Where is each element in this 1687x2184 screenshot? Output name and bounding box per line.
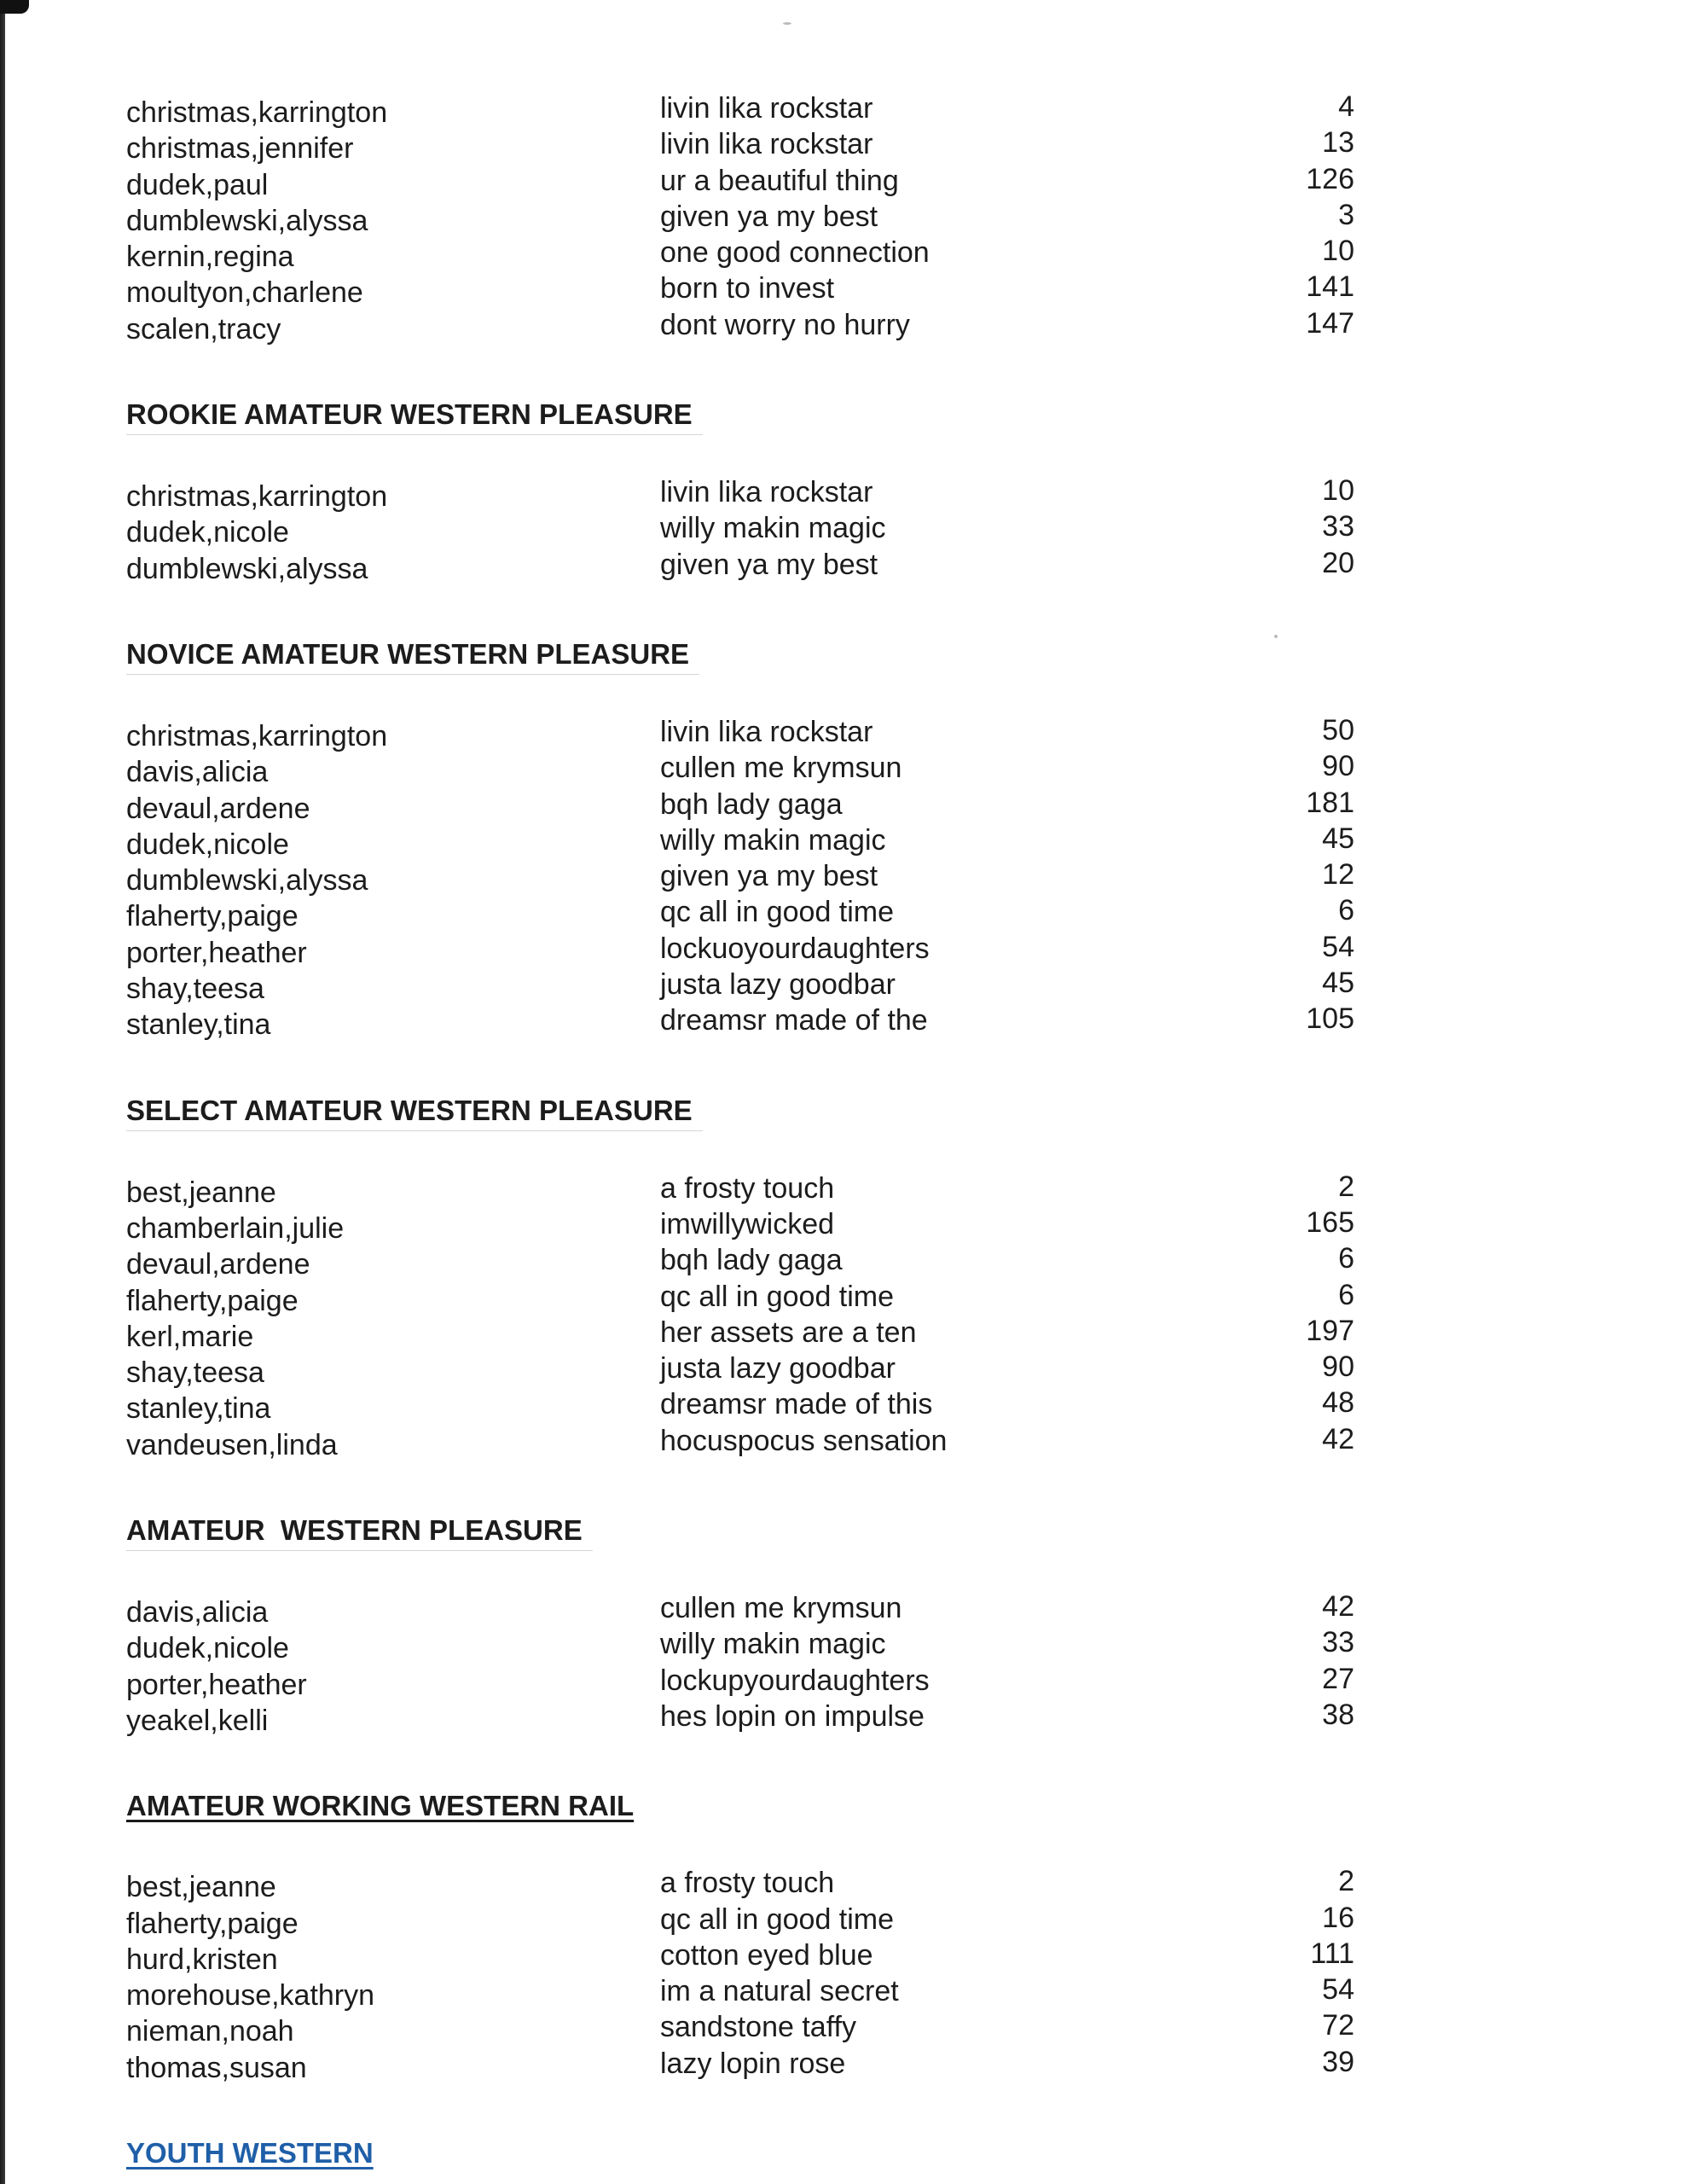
horse-name: a frosty touch — [660, 1867, 835, 1900]
table-row — [126, 1205, 1354, 1245]
horse-name: one good connection — [660, 236, 930, 270]
horse-name: willy makin magic — [660, 823, 886, 857]
horse-name: livin lika rockstar — [660, 92, 873, 125]
rider-name: morehouse,kathryn — [126, 1979, 375, 2013]
rider-name: dudek,nicole — [126, 516, 289, 549]
rider-name: shay,teesa — [126, 973, 264, 1006]
entry-number: 126 — [1306, 162, 1354, 195]
entry-number: 90 — [1322, 750, 1354, 783]
table-row — [126, 1936, 1354, 1976]
entry-number: 3 — [1338, 198, 1354, 231]
rider-name: devaul,ardene — [126, 792, 310, 825]
table-row — [126, 269, 1354, 310]
entry-number: 50 — [1322, 713, 1354, 746]
table-row — [126, 1349, 1354, 1390]
entry-number: 6 — [1338, 1278, 1354, 1311]
entry-number: 42 — [1322, 1422, 1354, 1455]
section-heading: NOVICE AMATEUR WESTERN PLEASURE — [126, 636, 699, 675]
horse-name: given ya my best — [660, 200, 878, 233]
entry-number: 16 — [1322, 1901, 1354, 1934]
rider-name: shay,teesa — [126, 1356, 264, 1390]
rider-name: christmas,jennifer — [126, 132, 354, 166]
table-row — [126, 473, 1354, 514]
entry-number: 33 — [1322, 1626, 1354, 1659]
table-row — [126, 2007, 1354, 2048]
rider-name: dumblewski,alyssa — [126, 204, 368, 237]
entry-number: 105 — [1306, 1002, 1354, 1036]
horse-name: given ya my best — [660, 548, 878, 581]
rider-name: moultyon,charlene — [126, 276, 363, 310]
table-row — [126, 1661, 1354, 1701]
horse-name: hes lopin on impulse — [660, 1699, 925, 1733]
rider-name: christmas,karrington — [126, 96, 388, 129]
rider-name: christmas,karrington — [126, 719, 388, 752]
horse-name: qc all in good time — [660, 1902, 895, 1936]
table-row — [126, 508, 1354, 549]
table-row — [126, 1589, 1354, 1629]
entry-number: 33 — [1322, 510, 1354, 543]
horse-name: lockuoyourdaughters — [660, 932, 930, 965]
table-row — [126, 1421, 1354, 1461]
entry-number: 72 — [1322, 2009, 1354, 2042]
horse-name: born to invest — [660, 272, 835, 305]
rider-name: flaherty,paige — [126, 900, 299, 933]
rider-name: dumblewski,alyssa — [126, 864, 368, 897]
rider-name: best,jeanne — [126, 1871, 276, 1904]
table-row — [126, 1972, 1354, 2013]
entry-number: 90 — [1322, 1350, 1354, 1384]
horse-name: sandstone taffy — [660, 2011, 856, 2044]
table-row — [126, 545, 1354, 585]
horse-name: cullen me krymsun — [660, 752, 902, 785]
rider-name: christmas,karrington — [126, 480, 388, 514]
table-row — [126, 748, 1354, 789]
horse-name: livin lika rockstar — [660, 715, 873, 748]
table-row — [126, 1624, 1354, 1665]
rider-name: davis,alicia — [126, 756, 269, 789]
horse-name: livin lika rockstar — [660, 128, 873, 161]
section-continued — [126, 89, 1354, 346]
horse-name: hocuspocus sensation — [660, 1424, 948, 1457]
table-row — [126, 785, 1354, 825]
section-amateur — [126, 1478, 1354, 1737]
table-row — [126, 125, 1354, 166]
rider-name: davis,alicia — [126, 1596, 269, 1629]
table-row — [126, 821, 1354, 861]
section-heading: AMATEUR WESTERN PLEASURE — [126, 1513, 593, 1551]
entry-number: 2 — [1338, 1170, 1354, 1203]
horse-name: qc all in good time — [660, 1280, 895, 1313]
rider-name: nieman,noah — [126, 2015, 294, 2048]
table-row — [126, 1001, 1354, 1042]
entry-number: 197 — [1306, 1314, 1354, 1347]
entry-number: 39 — [1322, 2045, 1354, 2078]
table-row — [126, 1240, 1354, 1281]
table-row — [126, 2044, 1354, 2084]
horse-name: a frosty touch — [660, 1171, 835, 1205]
horse-name: willy makin magic — [660, 512, 886, 545]
section-novice — [126, 601, 1354, 1042]
scan-speck — [783, 22, 791, 25]
rider-name: yeakel,kelli — [126, 1704, 269, 1737]
table-row — [126, 929, 1354, 969]
section-heading: SELECT AMATEUR WESTERN PLEASURE — [126, 1093, 703, 1131]
rider-name: stanley,tina — [126, 1008, 271, 1042]
horse-name: justa lazy goodbar — [660, 1352, 896, 1385]
horse-name: cullen me krymsun — [660, 1592, 902, 1625]
entry-number: 54 — [1322, 1973, 1354, 2007]
entry-number: 13 — [1322, 126, 1354, 160]
rider-name: hurd,kristen — [126, 1943, 278, 1976]
horse-name: bqh lady gaga — [660, 787, 843, 821]
horse-name: imwillywicked — [660, 1207, 835, 1240]
scan-edge — [0, 0, 5, 2184]
horse-name: dreamsr made of this — [660, 1388, 933, 1421]
table-row — [126, 161, 1354, 201]
horse-name: lockupyourdaughters — [660, 1664, 930, 1697]
table-row — [126, 1900, 1354, 1940]
table-row — [126, 1313, 1354, 1353]
table-row — [126, 1697, 1354, 1737]
youth-western-link[interactable]: YOUTH WESTERN — [126, 2136, 374, 2169]
table-row — [126, 857, 1354, 897]
rider-name: thomas,susan — [126, 2051, 307, 2084]
horse-name: bqh lady gaga — [660, 1244, 843, 1277]
entry-number: 42 — [1322, 1590, 1354, 1623]
entry-number: 111 — [1310, 1937, 1354, 1970]
entry-number: 45 — [1322, 822, 1354, 855]
entry-number: 38 — [1322, 1698, 1354, 1731]
horse-name: qc all in good time — [660, 896, 895, 929]
table-row — [126, 892, 1354, 933]
entry-number: 54 — [1322, 930, 1354, 963]
table-row — [126, 305, 1354, 346]
rider-name: porter,heather — [126, 1668, 307, 1701]
entry-number: 12 — [1322, 858, 1354, 892]
section-select — [126, 1058, 1354, 1461]
entry-number: 165 — [1306, 1205, 1354, 1239]
rider-name: dumblewski,alyssa — [126, 552, 368, 585]
scan-corner — [0, 0, 29, 14]
horse-name: lazy lopin rose — [660, 2047, 846, 2080]
results-document — [126, 89, 1354, 2173]
horse-name: given ya my best — [660, 860, 878, 893]
table-row — [126, 89, 1354, 129]
entry-number: 2 — [1338, 1865, 1354, 1898]
entry-number: 147 — [1306, 306, 1354, 340]
section-heading: AMATEUR WORKING WESTERN RAIL — [126, 1790, 635, 1822]
horse-name: her assets are a ten — [660, 1316, 917, 1349]
horse-name: im a natural secret — [660, 1975, 899, 2008]
entry-number: 6 — [1338, 894, 1354, 927]
table-row — [126, 1863, 1354, 1904]
entry-number: 48 — [1322, 1386, 1354, 1420]
rider-name: stanley,tina — [126, 1392, 271, 1426]
entry-number: 10 — [1322, 235, 1354, 268]
rider-name: kernin,regina — [126, 241, 294, 274]
table-row — [126, 1277, 1354, 1317]
rider-name: flaherty,paige — [126, 1284, 299, 1317]
entry-number: 181 — [1306, 786, 1354, 819]
table-row — [126, 1169, 1354, 1209]
entry-number: 10 — [1322, 474, 1354, 508]
rider-name: dudek,nicole — [126, 828, 289, 861]
rider-name: flaherty,paige — [126, 1907, 299, 1940]
rider-name: dudek,paul — [126, 168, 269, 201]
horse-name: willy makin magic — [660, 1628, 886, 1661]
entry-number: 27 — [1322, 1662, 1354, 1695]
section-rookie — [126, 362, 1354, 585]
table-row — [126, 233, 1354, 274]
table-row — [126, 965, 1354, 1006]
horse-name: ur a beautiful thing — [660, 164, 899, 197]
horse-name: dreamsr made of the — [660, 1004, 928, 1037]
table-row — [126, 712, 1354, 752]
entry-number: 45 — [1322, 967, 1354, 1000]
horse-name: dont worry no hurry — [660, 308, 910, 341]
rider-name: chamberlain,julie — [126, 1211, 345, 1245]
entry-number: 4 — [1338, 90, 1354, 123]
horse-name: justa lazy goodbar — [660, 968, 896, 1002]
rider-name: best,jeanne — [126, 1176, 276, 1209]
rider-name: devaul,ardene — [126, 1248, 310, 1281]
rider-name: vandeusen,linda — [126, 1428, 338, 1461]
section-heading: ROOKIE AMATEUR WESTERN PLEASURE — [126, 397, 703, 435]
rider-name: porter,heather — [126, 936, 307, 969]
section-working-western-rail — [126, 1753, 1354, 2084]
entry-number: 20 — [1322, 546, 1354, 579]
entry-number: 6 — [1338, 1242, 1354, 1275]
table-row — [126, 197, 1354, 237]
entry-number: 141 — [1306, 270, 1354, 304]
rider-name: dudek,nicole — [126, 1632, 289, 1665]
table-row — [126, 1385, 1354, 1426]
horse-name: livin lika rockstar — [660, 476, 873, 509]
rider-name: kerl,marie — [126, 1320, 254, 1353]
rider-name: scalen,tracy — [126, 312, 281, 346]
horse-name: cotton eyed blue — [660, 1938, 873, 1972]
